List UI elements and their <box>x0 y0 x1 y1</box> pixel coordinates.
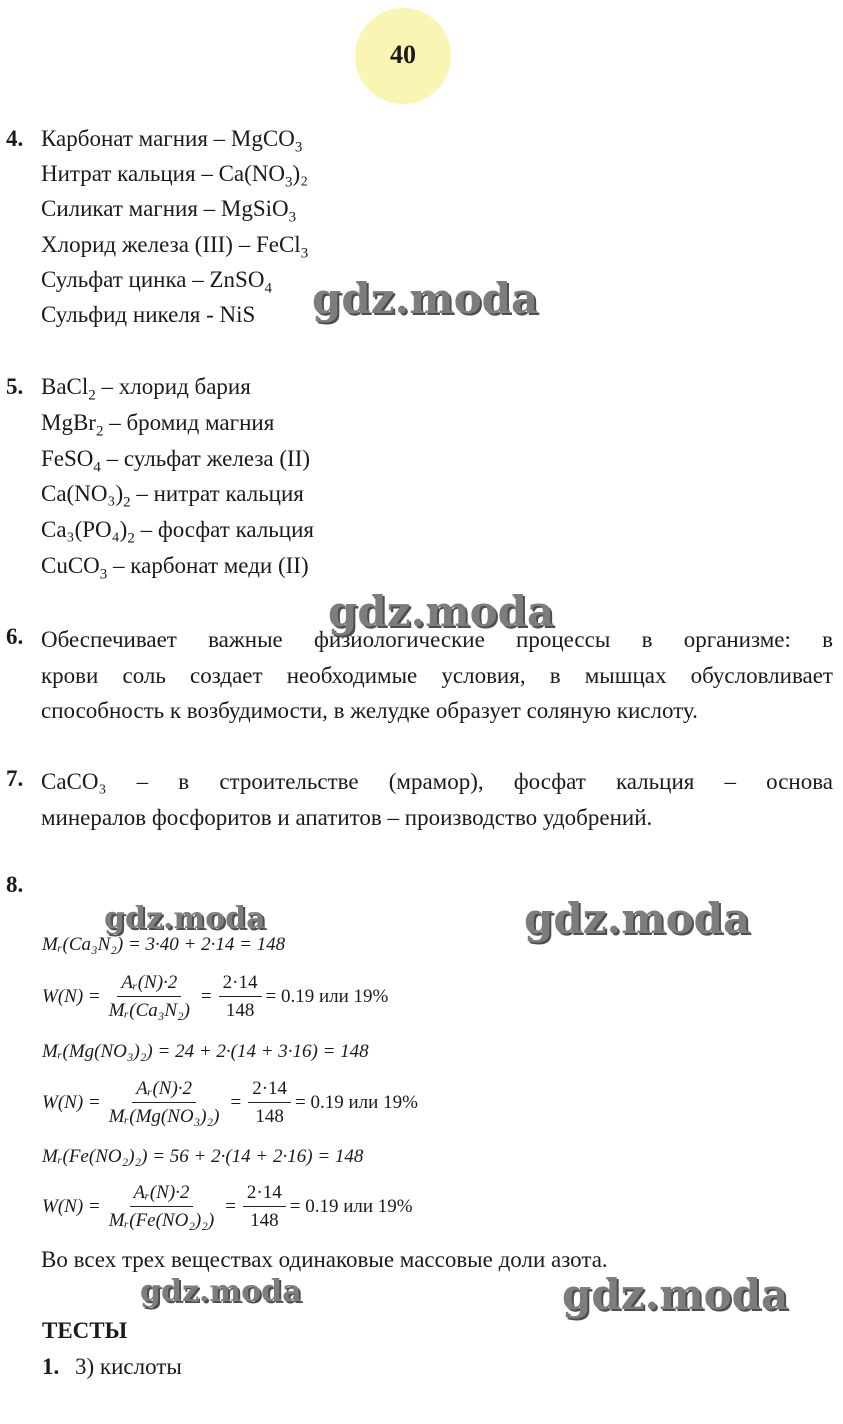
task-8-conclusion: Во всех трех веществах одинаковые массовые доли азота. <box>41 1247 608 1272</box>
watermark: gdz.moda <box>328 587 555 636</box>
watermark: gdz.moda <box>524 894 751 943</box>
task-4-line-2: Нитрат кальция – $Ca(NO_3)_2$ <box>41 161 309 191</box>
task-5-line-6: CuCO$_3$ – карбонат меди (II) <box>41 553 309 583</box>
task-6-number: 6. <box>6 624 24 649</box>
page-number: 40 <box>390 40 416 69</box>
formula-mr-mgno32: Mᵣ(Mg(NO₃)₂) = 24 + 2·(14 + 3·16) = 148 <box>42 1041 369 1062</box>
task-5-line-1: BaCl$_2$ – хлорид бария <box>41 374 251 404</box>
task-7-number: 7. <box>6 766 24 791</box>
task-4-line-3: Силикат магния – MgSiO$_3$ <box>41 196 297 226</box>
test-1-answer: 3) кислоты <box>75 1354 182 1379</box>
test-1-number: 1. <box>42 1354 60 1379</box>
task-7-text <box>41 764 833 835</box>
formula-w-n-3: W(N) = $\frac{\text{Aᵣ(N)·2}}{\text{Mᵣ(Fe(NO₂)₂)}}$ = $\frac{2\cdot 14}{148}$ = 0.19 или 19% <box>42 1182 413 1231</box>
task-6-line: способность к возбудимости, в желудке образует соляную кислоту. <box>41 698 698 723</box>
task-5-line-3: FeSO$_4$ – сульфат железа (II) <box>41 446 311 476</box>
task-4-line-1: Карбонат магния – MgCO$_3$ <box>41 126 303 156</box>
task-4-number: 4. <box>6 126 24 151</box>
task-7-line: минералов фосфоритов и апатитов – производство удобрений. <box>41 804 653 830</box>
task-6-line: крови соль создает необходимые условия, в мышцах обусловливает <box>41 662 833 688</box>
task-7-line: CaCO₃ – в строительстве (мрамор), фосфат кальция – основа <box>41 769 833 794</box>
task-5-line-2: MgBr$_2$ – бромид магния <box>41 410 275 440</box>
task-4-line-4: Хлорид железа (III) – FeCl$_3$ <box>41 232 309 262</box>
task-5-line-4: $Ca(NO_3)_2$ – нитрат кальция <box>41 481 304 511</box>
watermark: gdz.moda <box>562 1270 789 1319</box>
task-5-number: 5. <box>6 374 24 399</box>
watermark: gdz.moda <box>104 901 266 936</box>
formula-w-n-1: W(N) = $\frac{\text{Aᵣ(N)·2}}{\text{Mᵣ(Ca₃N₂)}}$ = $\frac{2\cdot 14}{148}$ = 0.19 или 19% <box>42 972 389 1021</box>
tests-heading: ТЕСТЫ <box>42 1318 128 1343</box>
task-4-line-5: Сульфат цинка – ZnSO$_4$ <box>41 267 272 297</box>
watermark: gdz.moda <box>312 274 539 323</box>
formula-mr-ca3n2: Mᵣ(Ca₃N₂) = 3·40 + 2·14 = 148 <box>42 934 286 955</box>
task-6-line: Обеспечивает важные физиологические процессы в организме: в <box>41 627 833 652</box>
task-6-text <box>41 622 833 729</box>
task-8-number: 8. <box>6 872 24 897</box>
watermark: gdz.moda <box>140 1274 302 1309</box>
formula-w-n-2: W(N) = $\frac{\text{Aᵣ(N)·2}}{\text{Mᵣ(Mg(NO₃)₂)}}$ = $\frac{2\cdot 14}{148}$ = 0.19 или 19% <box>42 1078 418 1127</box>
formula-mr-feno22: Mᵣ(Fe(NO₂)₂) = 56 + 2·(14 + 2·16) = 148 <box>42 1146 364 1167</box>
task-4-line-6: Сульфид никеля - NiS <box>41 302 256 327</box>
task-5-line-5: $Ca_3(PO_4)_2$ – фосфат кальция <box>41 517 314 547</box>
